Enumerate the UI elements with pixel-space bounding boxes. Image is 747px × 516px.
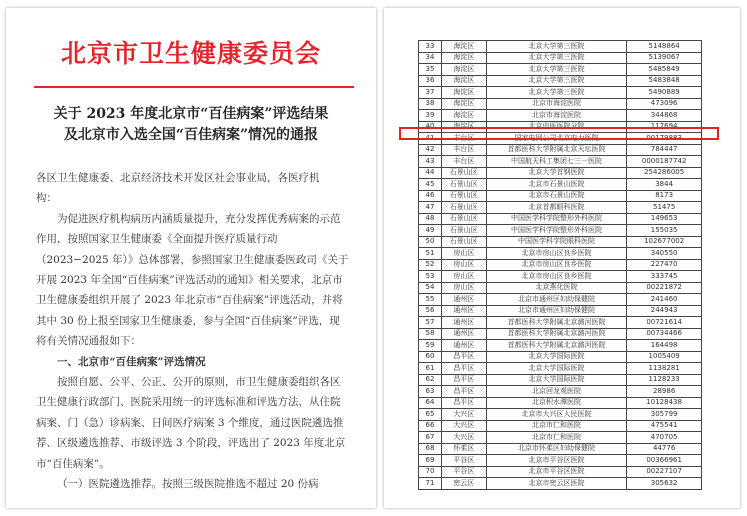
table-row bbox=[419, 409, 702, 421]
row-number: 33 bbox=[419, 41, 442, 53]
row-case-id: 1128233 bbox=[627, 374, 702, 386]
table-row bbox=[419, 98, 702, 110]
row-hospital: 北京大学首钢医院 bbox=[486, 167, 627, 179]
table-row bbox=[419, 236, 702, 248]
row-hospital: 北京首都眼科医院 bbox=[486, 202, 627, 214]
row-hospital: 北京市海淀医院 bbox=[486, 98, 627, 110]
row-case-id: 00721614 bbox=[627, 317, 702, 329]
recipients-cont: 构： bbox=[36, 192, 57, 205]
row-number: 45 bbox=[419, 179, 442, 191]
row-district: 昌平区 bbox=[441, 351, 486, 363]
row-case-id: 149653 bbox=[627, 213, 702, 225]
row-hospital: 北京市房山区良乡医院 bbox=[486, 271, 627, 283]
table-row bbox=[419, 87, 702, 99]
table-row bbox=[419, 52, 702, 64]
table-row bbox=[419, 386, 702, 398]
row-district: 房山区 bbox=[441, 271, 486, 283]
row-number: 70 bbox=[419, 466, 442, 478]
row-district: 石景山区 bbox=[441, 179, 486, 191]
row-number: 69 bbox=[419, 455, 442, 467]
list-page bbox=[384, 8, 740, 508]
row-case-id: 254286005 bbox=[627, 167, 702, 179]
row-highlight bbox=[399, 127, 719, 140]
title-line-2: 及北京市入选全国“百佳病案”情况的通报 bbox=[63, 127, 319, 143]
row-case-id: 1005409 bbox=[627, 351, 702, 363]
table-row bbox=[419, 317, 702, 329]
row-district: 通州区 bbox=[441, 340, 486, 352]
row-case-id: 5490889 bbox=[627, 87, 702, 99]
row-hospital: 北京市房山区良乡医院 bbox=[486, 248, 627, 260]
table-row bbox=[419, 397, 702, 409]
row-case-id: 155035 bbox=[627, 225, 702, 237]
row-district: 海淀区 bbox=[441, 87, 486, 99]
row-number: 43 bbox=[419, 156, 442, 168]
table-row bbox=[419, 75, 702, 87]
row-case-id: 8173 bbox=[627, 190, 702, 202]
row-case-id: 10128438 bbox=[627, 397, 702, 409]
recipients: 各区卫生健康委、北京经济技术开发区社会事业局，各医疗机 bbox=[36, 172, 320, 184]
row-case-id: 00227107 bbox=[627, 466, 702, 478]
row-hospital: 北京市石景山医院 bbox=[486, 190, 627, 202]
case-list-table bbox=[418, 40, 702, 490]
row-district: 昌平区 bbox=[441, 397, 486, 409]
row-district: 石景山区 bbox=[441, 202, 486, 214]
row-hospital: 首都医科大学附属北京潞河医院 bbox=[486, 340, 627, 352]
table-row bbox=[419, 179, 702, 191]
row-number: 41 bbox=[419, 133, 442, 145]
row-district: 海淀区 bbox=[441, 98, 486, 110]
table-row bbox=[419, 110, 702, 122]
row-number: 47 bbox=[419, 202, 442, 214]
row-case-id: 784447 bbox=[627, 144, 702, 156]
table-row bbox=[419, 420, 702, 432]
row-case-id: 305799 bbox=[627, 409, 702, 421]
title-line-1: 关于 2023 年度北京市“百佳病案”评选结果 bbox=[53, 106, 329, 122]
row-number: 46 bbox=[419, 190, 442, 202]
paragraph-3: （一）医院遴选推荐。按照三级医院推选不超过 20 份病 bbox=[57, 478, 319, 491]
row-number: 34 bbox=[419, 52, 442, 64]
row-number: 62 bbox=[419, 374, 442, 386]
row-district: 丰台区 bbox=[441, 156, 486, 168]
row-hospital: 首都医科大学附属北京潞河医院 bbox=[486, 328, 627, 340]
row-district: 海淀区 bbox=[441, 121, 486, 133]
row-case-id: 5139067 bbox=[627, 52, 702, 64]
row-hospital: 北京积水潭医院 bbox=[486, 397, 627, 409]
table-row bbox=[419, 432, 702, 444]
row-district: 海淀区 bbox=[441, 64, 486, 76]
table-row bbox=[419, 225, 702, 237]
table-row bbox=[419, 271, 702, 283]
table-row bbox=[419, 305, 702, 317]
row-case-id: 102677002 bbox=[627, 236, 702, 248]
row-district: 昌平区 bbox=[441, 363, 486, 375]
row-district: 通州区 bbox=[441, 294, 486, 306]
row-hospital: 北京市房山区良乡医院 bbox=[486, 259, 627, 271]
row-district: 石景山区 bbox=[441, 213, 486, 225]
row-hospital: 北京市平谷区医院 bbox=[486, 466, 627, 478]
row-case-id: 241460 bbox=[627, 294, 702, 306]
row-number: 66 bbox=[419, 420, 442, 432]
row-district: 怀柔区 bbox=[441, 443, 486, 455]
table-row bbox=[419, 282, 702, 294]
row-number: 68 bbox=[419, 443, 442, 455]
row-case-id: 1138281 bbox=[627, 363, 702, 375]
row-hospital: 北京中医医院分院 bbox=[486, 121, 627, 133]
row-case-id: 00734466 bbox=[627, 328, 702, 340]
row-hospital: 北京大学第三医院 bbox=[486, 75, 627, 87]
row-case-id: 00179883 bbox=[627, 133, 702, 145]
row-district: 石景山区 bbox=[441, 236, 486, 248]
table-row bbox=[419, 294, 702, 306]
row-hospital: 北京燕化医院 bbox=[486, 282, 627, 294]
row-hospital: 中国航天科工集团七三一医院 bbox=[486, 156, 627, 168]
table-row bbox=[419, 190, 702, 202]
table-row bbox=[419, 443, 702, 455]
table-row bbox=[419, 363, 702, 375]
row-district: 平谷区 bbox=[441, 466, 486, 478]
paragraph-2: 按照自愿、公平、公正、公开的原则，市卫生健康委组织各区卫生健康行政部门、医院采用统一的评选标准和评选方法，从住院病案、门（急）诊病案、日间医疗病案 3 个维度，通过医院遴选推荐、区级遴选推荐、市级评选 3 个阶段，评选出了 2023 年度北京市“百佳病案”。 bbox=[36, 376, 346, 470]
row-hospital: 北京市大兴区人民医院 bbox=[486, 409, 627, 421]
row-number: 37 bbox=[419, 87, 442, 99]
row-number: 50 bbox=[419, 236, 442, 248]
row-case-id: 340550 bbox=[627, 248, 702, 260]
row-hospital: 中国医学科学院整形外科医院 bbox=[486, 225, 627, 237]
row-district: 丰台区 bbox=[441, 133, 486, 145]
row-hospital: 北京大学第三医院 bbox=[486, 41, 627, 53]
paragraph-1: 为促进医疗机构病历内涵质量提升，充分发挥优秀病案的示范作用，按照国家卫生健康委《全面提升医疗质量行动（2023−2025 年）》总体部署，参照国家卫生健康委医政司《关于开展 2023 年全国“百佳病案”评选活动的通知》相关要求，北京市卫生健康委组织开展了 2023 年北京市“百佳病案”评选活动，并将其中 30 份上报至国家卫生健康委，参与全国“百佳病案”评选，现将有关情况通报如下： bbox=[36, 212, 349, 348]
row-number: 52 bbox=[419, 259, 442, 271]
row-district: 石景山区 bbox=[441, 167, 486, 179]
table-row bbox=[419, 248, 702, 260]
row-district: 大兴区 bbox=[441, 409, 486, 421]
row-hospital: 北京市密云区医院 bbox=[486, 478, 627, 490]
table-row bbox=[419, 259, 702, 271]
table-row bbox=[419, 144, 702, 156]
row-case-id: 164498 bbox=[627, 340, 702, 352]
row-case-id: 28986 bbox=[627, 386, 702, 398]
row-district: 海淀区 bbox=[441, 75, 486, 87]
row-number: 42 bbox=[419, 144, 442, 156]
table-row bbox=[419, 374, 702, 386]
row-hospital: 北京大学国际医院 bbox=[486, 374, 627, 386]
row-hospital: 北京回龙观医院 bbox=[486, 386, 627, 398]
row-hospital: 北京市通州区妇幼保健院 bbox=[486, 294, 627, 306]
row-number: 40 bbox=[419, 121, 442, 133]
row-number: 38 bbox=[419, 98, 442, 110]
row-case-id: 5483848 bbox=[627, 75, 702, 87]
row-case-id: 51475 bbox=[627, 202, 702, 214]
row-case-id: 333745 bbox=[627, 271, 702, 283]
org-title: 北京市卫生健康委员会 bbox=[60, 39, 321, 68]
row-district: 房山区 bbox=[441, 259, 486, 271]
row-case-id: 44776 bbox=[627, 443, 702, 455]
document-title bbox=[20, 104, 362, 146]
table-row bbox=[419, 167, 702, 179]
row-district: 通州区 bbox=[441, 317, 486, 329]
table-row bbox=[419, 202, 702, 214]
row-district: 昌平区 bbox=[441, 374, 486, 386]
table-row bbox=[419, 455, 702, 467]
row-hospital: 北京大学第三医院 bbox=[486, 64, 627, 76]
row-hospital: 首都医科大学附属北京潞河医院 bbox=[486, 317, 627, 329]
row-case-id: 5148864 bbox=[627, 41, 702, 53]
row-hospital: 北京大学第三医院 bbox=[486, 52, 627, 64]
row-number: 49 bbox=[419, 225, 442, 237]
table-row bbox=[419, 41, 702, 53]
row-case-id: 470705 bbox=[627, 432, 702, 444]
row-number: 59 bbox=[419, 340, 442, 352]
row-case-id: 305632 bbox=[627, 478, 702, 490]
table-row bbox=[419, 64, 702, 76]
row-number: 48 bbox=[419, 213, 442, 225]
row-number: 71 bbox=[419, 478, 442, 490]
row-hospital: 北京市仁和医院 bbox=[486, 420, 627, 432]
row-hospital: 中国医学科学院眼科医院 bbox=[486, 236, 627, 248]
row-hospital: 首都医科大学附属北京天坛医院 bbox=[486, 144, 627, 156]
row-number: 60 bbox=[419, 351, 442, 363]
row-case-id: 344868 bbox=[627, 110, 702, 122]
row-district: 房山区 bbox=[441, 282, 486, 294]
row-number: 67 bbox=[419, 432, 442, 444]
row-number: 35 bbox=[419, 64, 442, 76]
row-hospital: 中国医学科学院整形外科医院 bbox=[486, 213, 627, 225]
row-district: 石景山区 bbox=[441, 190, 486, 202]
table-row bbox=[419, 156, 702, 168]
row-hospital: 北京市通州区妇幼保健院 bbox=[486, 305, 627, 317]
document-body bbox=[36, 168, 350, 495]
row-hospital: 北京市海淀医院 bbox=[486, 110, 627, 122]
row-case-id: 227470 bbox=[627, 259, 702, 271]
row-district: 大兴区 bbox=[441, 432, 486, 444]
table-row bbox=[419, 340, 702, 352]
table-row bbox=[419, 478, 702, 490]
row-number: 56 bbox=[419, 305, 442, 317]
table-row bbox=[419, 466, 702, 478]
row-number: 39 bbox=[419, 110, 442, 122]
row-case-id: 00366961 bbox=[627, 455, 702, 467]
row-hospital: 北京市仁和医院 bbox=[486, 432, 627, 444]
table-row bbox=[419, 213, 702, 225]
row-case-id: 117694 bbox=[627, 121, 702, 133]
row-district: 平谷区 bbox=[441, 455, 486, 467]
row-number: 55 bbox=[419, 294, 442, 306]
row-district: 海淀区 bbox=[441, 110, 486, 122]
row-hospital: 北京大学国际医院 bbox=[486, 363, 627, 375]
row-number: 65 bbox=[419, 409, 442, 421]
row-district: 密云区 bbox=[441, 478, 486, 490]
row-number: 51 bbox=[419, 248, 442, 260]
row-hospital: 北京市怀柔区妇幼保健院 bbox=[486, 443, 627, 455]
row-case-id: 0000187742 bbox=[627, 156, 702, 168]
row-district: 昌平区 bbox=[441, 386, 486, 398]
table-row bbox=[419, 351, 702, 363]
notice-page bbox=[6, 8, 376, 508]
row-district: 通州区 bbox=[441, 305, 486, 317]
table-body bbox=[419, 41, 702, 490]
row-number: 53 bbox=[419, 271, 442, 283]
row-number: 64 bbox=[419, 397, 442, 409]
row-case-id: 3844 bbox=[627, 179, 702, 191]
section-heading-1: 一、北京市“百佳病案”评选情况 bbox=[57, 355, 206, 368]
row-case-id: 00221872 bbox=[627, 282, 702, 294]
row-number: 57 bbox=[419, 317, 442, 329]
row-hospital: 北京大学国际医院 bbox=[486, 351, 627, 363]
row-district: 大兴区 bbox=[441, 420, 486, 432]
row-number: 58 bbox=[419, 328, 442, 340]
row-district: 海淀区 bbox=[441, 41, 486, 53]
row-case-id: 244943 bbox=[627, 305, 702, 317]
row-number: 36 bbox=[419, 75, 442, 87]
row-district: 房山区 bbox=[441, 248, 486, 260]
row-hospital: 北京市石景山医院 bbox=[486, 179, 627, 191]
row-district: 海淀区 bbox=[441, 52, 486, 64]
row-case-id: 5485849 bbox=[627, 64, 702, 76]
row-number: 61 bbox=[419, 363, 442, 375]
row-number: 44 bbox=[419, 167, 442, 179]
row-case-id: 475541 bbox=[627, 420, 702, 432]
row-hospital: 北京大学第三医院 bbox=[486, 87, 627, 99]
row-number: 54 bbox=[419, 282, 442, 294]
row-case-id: 473096 bbox=[627, 98, 702, 110]
row-hospital: 北京市平谷区医院 bbox=[486, 455, 627, 467]
row-district: 通州区 bbox=[441, 328, 486, 340]
row-number: 63 bbox=[419, 386, 442, 398]
row-district: 石景山区 bbox=[441, 225, 486, 237]
row-hospital: 国家电网公司北京电力医院 bbox=[486, 133, 627, 145]
row-district: 丰台区 bbox=[441, 144, 486, 156]
red-divider bbox=[34, 86, 354, 88]
table-row bbox=[419, 328, 702, 340]
